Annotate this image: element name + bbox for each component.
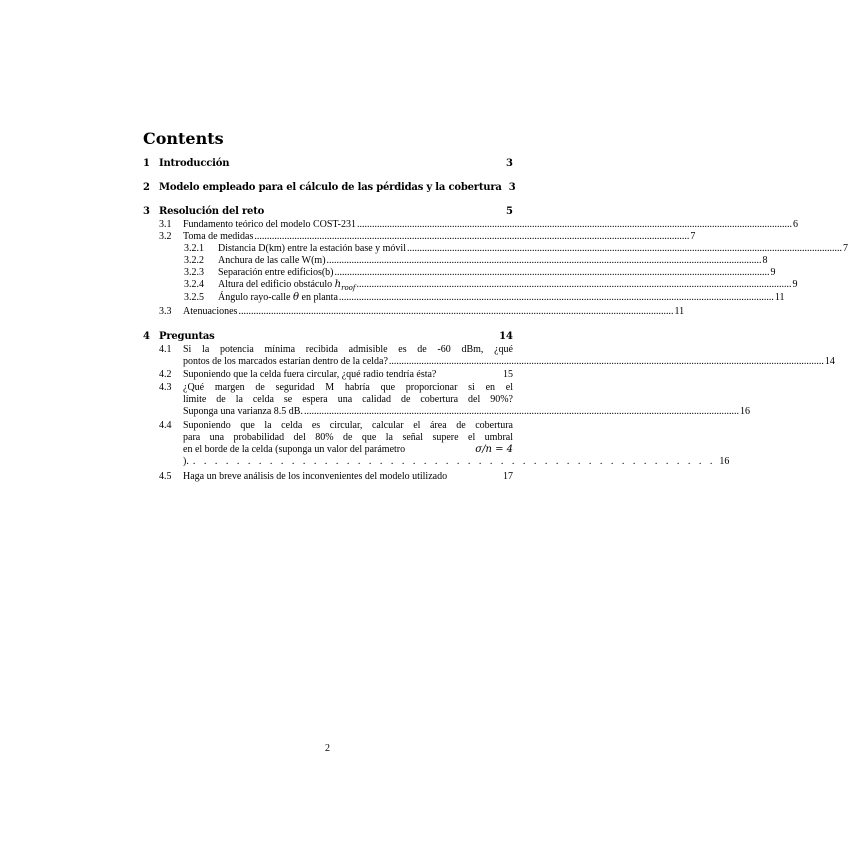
entry-title-line: Suponga una varianza 8.5 dB. xyxy=(183,406,303,417)
toc-entry-3-2-3[interactable] xyxy=(184,267,776,279)
entry-number: 4.4 xyxy=(159,420,172,431)
toc-entry-3-2-4[interactable] xyxy=(184,279,798,292)
entry-page: 16 xyxy=(719,456,730,467)
toc-entry-4-3[interactable] xyxy=(159,382,750,418)
entry-title-line: para una probabilidad del 80% de que la señal supere el umbral xyxy=(183,432,513,443)
entry-page: 16 xyxy=(739,406,750,417)
entry-number: 3.2.2 xyxy=(184,255,204,266)
entry-page: 11 xyxy=(674,306,685,317)
leader-dots: .............................................................................................................................................................................. xyxy=(356,279,792,290)
entry-title-line: pontos de los marcados estarían dentro de la celda? xyxy=(183,356,388,367)
entry-number: 4.2 xyxy=(159,369,172,380)
entry-title: Distancia D(km) entre la estación base y móvil xyxy=(218,243,406,254)
leader-dots: .............................................................................................................................................................................. xyxy=(388,356,824,367)
entry-page: 7 xyxy=(690,231,696,242)
section-title: Modelo empleado para el cálculo de las pérdidas y la cobertura xyxy=(159,182,502,193)
entry-page: 9 xyxy=(770,267,776,278)
section-title: Preguntas xyxy=(159,331,215,342)
toc-section-2[interactable] xyxy=(143,181,516,195)
entry-title-line: Suponiendo que la celda fuera circular, ¿qué radio tendría ésta? xyxy=(183,369,437,380)
toc-section-3[interactable] xyxy=(143,205,513,219)
entry-title-line: ¿Qué margen de seguridad M habría que proporcionar si en el xyxy=(183,382,513,393)
toc-entry-3-1[interactable] xyxy=(159,219,798,231)
toc-section-4[interactable] xyxy=(143,330,513,344)
toc-entry-3-2-5[interactable] xyxy=(184,292,785,304)
toc-entry-4-5[interactable] xyxy=(159,471,513,483)
leader-dots: .............................................................................................................................................................................. xyxy=(356,219,792,230)
toc-entry-3-2-1[interactable] xyxy=(184,243,848,255)
entry-number: 4.1 xyxy=(159,344,172,355)
entry-title-text: Altura del edificio obstáculo xyxy=(218,279,333,290)
math-symbol: θ xyxy=(292,292,300,303)
entry-page: 9 xyxy=(792,279,798,290)
entry-number: 3.3 xyxy=(159,306,172,317)
entry-title: Separación entre edificios(b) xyxy=(218,267,334,278)
math-symbol: h xyxy=(334,279,342,290)
entry-number: 3.2.3 xyxy=(184,267,204,278)
math-expression: σ/n = 4 xyxy=(475,444,513,455)
leader-dots: .............................................................................................................................................................................. xyxy=(238,306,674,317)
entry-number: 3.2.5 xyxy=(184,292,204,303)
toc-entry-3-2[interactable] xyxy=(159,231,696,243)
entry-title-line: Haga un breve análisis de los inconvenientes del modelo utilizado xyxy=(183,471,448,482)
section-page: 5 xyxy=(506,206,513,217)
entry-title-text: Ángulo rayo-calle xyxy=(218,292,291,303)
entry-title-line: límite de la celda se espera una calidad de cobertura del 90%? xyxy=(183,394,513,405)
entry-title: Atenuaciones xyxy=(183,306,238,317)
entry-title: Anchura de las calle W(m) xyxy=(218,255,326,266)
leader-dots: .............................................................................................................................................................................. xyxy=(407,243,842,254)
leader-dots: .............................................................................................................................................................................. xyxy=(334,267,770,278)
section-title: Introducción xyxy=(159,158,230,169)
entry-number: 3.2.1 xyxy=(184,243,204,254)
entry-title-text-after: en planta xyxy=(301,292,338,303)
entry-title: Toma de medidas xyxy=(183,231,254,242)
section-number: 3 xyxy=(143,206,150,217)
page-number: 2 xyxy=(325,743,330,754)
entry-title xyxy=(218,292,338,304)
toc-entry-4-1[interactable] xyxy=(159,344,835,368)
entry-title-line: Si la potencia mínima recibida admisible es de -60 dBm, ¿qué xyxy=(183,344,513,355)
toc-section-1[interactable] xyxy=(143,157,513,171)
entry-page: 14 xyxy=(824,356,835,367)
section-page: 14 xyxy=(499,331,513,342)
leader-dots: .............................................................................................................................................................................. xyxy=(338,292,774,303)
section-page: 3 xyxy=(508,182,516,193)
entry-number: 3.2 xyxy=(159,231,172,242)
entry-page: 17 xyxy=(503,471,513,482)
leader-dots: .............................................................................................................................................................................. xyxy=(326,255,762,266)
section-title: Resolución del reto xyxy=(159,206,265,217)
entry-page: 11 xyxy=(774,292,785,303)
entry-page: 15 xyxy=(503,369,513,380)
section-number: 1 xyxy=(143,158,150,169)
entry-title-line: en el borde de la celda (suponga un valor del parámetro xyxy=(183,444,406,455)
entry-title: Fundamento teórico del modelo COST-231 xyxy=(183,219,356,230)
section-number: 4 xyxy=(143,331,150,342)
entry-title-line: ). xyxy=(183,456,189,467)
entry-page: 8 xyxy=(762,255,768,266)
section-page: 3 xyxy=(506,158,513,169)
toc-entry-3-2-2[interactable] xyxy=(184,255,768,267)
section-number: 2 xyxy=(143,182,150,193)
entry-title-line: Suponiendo que la celda es circular, calcular el área de cobertura xyxy=(183,420,513,431)
leader-dots: .............................................................................................................................................................................. xyxy=(303,406,739,417)
entry-page: 6 xyxy=(792,219,798,230)
toc-entry-3-3[interactable] xyxy=(159,306,685,318)
entry-number: 4.5 xyxy=(159,471,172,482)
math-subscript: roof xyxy=(341,284,356,292)
leader-dots: . . . . . . . . . . . . . . . . . . . . . . . . . . . . . . . . . . . . . . . . . . . . . . . . xyxy=(192,456,716,467)
toc-entry-4-4[interactable] xyxy=(159,420,730,468)
entry-number: 3.1 xyxy=(159,219,172,230)
entry-number: 3.2.4 xyxy=(184,279,204,290)
entry-number: 4.3 xyxy=(159,382,172,393)
leader-dots: .............................................................................................................................................................................. xyxy=(254,231,690,242)
toc-entry-4-2[interactable] xyxy=(159,369,513,381)
entry-page: 7 xyxy=(843,243,848,254)
contents-heading: Contents xyxy=(143,129,224,148)
